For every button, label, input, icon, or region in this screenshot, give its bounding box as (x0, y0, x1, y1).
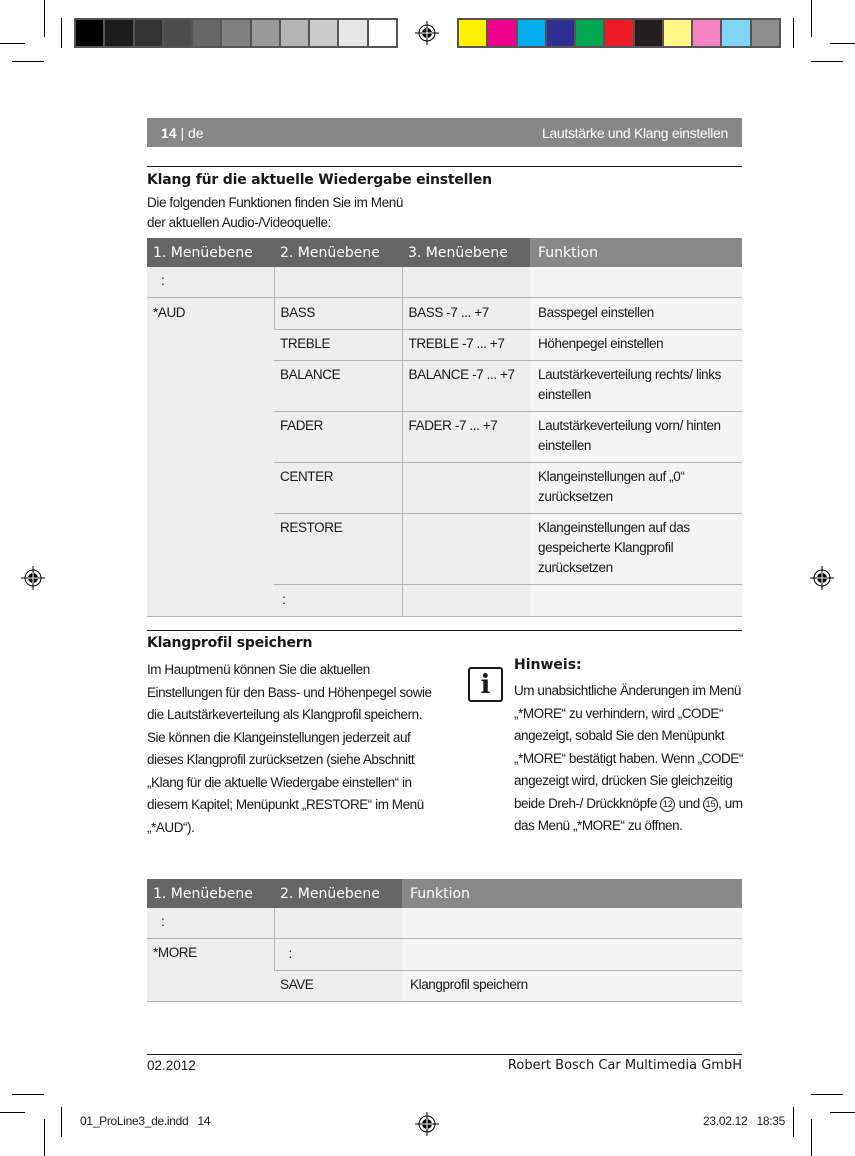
function-cell: Lautstärkeverteilung vorn/ hinten einstellen (530, 412, 742, 463)
section-body-text: Im Hauptmenü können Sie die aktuellen Einstellungen für den Bass- und Höhenpegel sowie die Lautstärkeverteilung als Klangprofil speichern. Sie können die Klangeinstellungen jederzeit auf dieses Klangprofil zurücksetzen (siehe Abschnitt „Klang für die aktuelle Wiedergabe einstellen“ in diesem Kapitel; Menüpunkt „RESTORE“ im Menü „*AUD“). (147, 662, 432, 835)
table-header-row (147, 238, 742, 267)
column-header: Funktion (402, 879, 742, 908)
color-swatch (252, 20, 279, 46)
column-header: Funktion (530, 238, 742, 267)
crop-mark (12, 61, 44, 62)
level1-cell: *MORE (147, 939, 274, 1002)
crop-mark (61, 1107, 62, 1137)
color-swatch (310, 20, 337, 46)
color-swatch (164, 20, 191, 46)
color-swatch (76, 20, 103, 46)
registration-mark-icon (21, 566, 45, 590)
level3-cell (402, 267, 530, 298)
hint-text-part: und (675, 795, 704, 811)
level3-cell (402, 585, 530, 617)
level2-cell: : (274, 939, 402, 971)
column-header: 3. Menüebene (402, 238, 530, 267)
crop-mark (811, 1119, 812, 1156)
level3-cell: FADER -7 ... +7 (402, 412, 530, 463)
color-swatch (722, 20, 749, 46)
section-rule (147, 166, 742, 167)
crop-mark (793, 1107, 794, 1137)
grayscale-swatch-bar (74, 18, 398, 48)
more-menu-table (147, 879, 742, 1002)
section-title: Klang für die aktuelle Wiedergabe einstellen (147, 172, 492, 188)
header-separator: | (176, 124, 188, 141)
level2-cell: : (274, 585, 402, 617)
crop-mark (811, 0, 812, 37)
level3-cell: TREBLE -7 ... +7 (402, 330, 530, 361)
level2-cell (274, 267, 402, 298)
crop-mark (0, 1112, 25, 1113)
function-cell: Klangprofil speichern (402, 971, 742, 1002)
intro-line: der aktuellen Audio-/Videoquelle: (147, 215, 331, 230)
color-swatch (693, 20, 720, 46)
hint-text-part: , um das Menü „*MORE“ zu öffnen. (514, 795, 743, 833)
hint-text-part: Um unabsichtliche Änderungen im Menü „*MORE“ zu verhindern, wird „CODE“ angezeigt, sobald Sie den Menüpunkt „*MORE“ bestätigt haben. Wenn „CODE“ angezeigt wird, drücken Sie gleichzeitig beide Dreh-/ Drückknöpfe (514, 683, 743, 811)
intro-line: Die folgenden Funktionen finden Sie im Menü (147, 195, 403, 210)
color-swatch (576, 20, 603, 46)
language-code: de (188, 124, 204, 141)
registration-mark-icon (415, 21, 439, 45)
color-swatch (547, 20, 574, 46)
color-swatch (339, 20, 366, 46)
level1-cell: *AUD (147, 298, 274, 617)
color-swatch-bar (457, 18, 781, 48)
column-header: 1. Menüebene (147, 238, 274, 267)
sound-menu-table (147, 238, 742, 617)
function-cell: Höhenpegel einstellen (530, 330, 742, 361)
color-swatch (752, 20, 779, 46)
page-number: 14 (161, 124, 177, 141)
level3-cell (402, 514, 530, 585)
crop-mark (793, 18, 794, 48)
footer-company: Robert Bosch Car Multimedia GmbH (507, 1058, 742, 1073)
table-row (147, 267, 742, 298)
level3-cell (402, 463, 530, 514)
level3-cell: BALANCE -7 ... +7 (402, 361, 530, 412)
color-swatch (105, 20, 132, 46)
color-swatch (281, 20, 308, 46)
function-cell: Basspegel einstellen (530, 298, 742, 330)
crop-mark (0, 43, 25, 44)
footer-date: 02.2012 (147, 1058, 196, 1073)
column-header: 1. Menüebene (147, 879, 274, 908)
table-row (147, 939, 742, 971)
level2-cell: SAVE (274, 971, 402, 1002)
function-cell (530, 585, 742, 617)
function-cell: Lautstärkeverteilung rechts/ links einstellen (530, 361, 742, 412)
level2-cell: BASS (274, 298, 402, 330)
level2-cell: BALANCE (274, 361, 402, 412)
color-swatch (222, 20, 249, 46)
crop-mark (44, 0, 45, 37)
table-row (147, 908, 742, 939)
section-intro (147, 193, 403, 233)
color-swatch (518, 20, 545, 46)
crop-mark (830, 1112, 855, 1113)
function-cell: Klangeinstellungen auf „0“ zurücksetzen (530, 463, 742, 514)
table-header-row (147, 879, 742, 908)
page-number-group (161, 125, 204, 141)
color-swatch (605, 20, 632, 46)
section-rule (147, 630, 742, 631)
crop-mark (811, 61, 843, 62)
slug-filename: 01_ProLine3_de.indd 14 (80, 1114, 211, 1128)
knob-reference-badge: 12 (660, 797, 675, 812)
knob-reference-badge: 15 (703, 797, 718, 812)
crop-mark (44, 1119, 45, 1156)
color-swatch (369, 20, 396, 46)
color-swatch (488, 20, 515, 46)
color-swatch (459, 20, 486, 46)
level2-cell: FADER (274, 412, 402, 463)
hint-title: Hinweis: (514, 657, 582, 673)
hint-text (514, 680, 746, 838)
level1-cell: : (147, 267, 274, 298)
column-header: 2. Menüebene (274, 879, 402, 908)
level3-cell: BASS -7 ... +7 (402, 298, 530, 330)
color-swatch (635, 20, 662, 46)
function-cell (402, 908, 742, 939)
info-icon: i (468, 667, 503, 702)
chapter-title: Lautstärke und Klang einstellen (541, 124, 728, 141)
color-swatch (664, 20, 691, 46)
color-swatch (193, 20, 220, 46)
level2-cell: RESTORE (274, 514, 402, 585)
registration-mark-icon (810, 566, 834, 590)
footer-rule (147, 1054, 742, 1055)
function-cell (402, 939, 742, 971)
registration-mark-icon (415, 1112, 439, 1136)
color-swatch (135, 20, 162, 46)
function-cell: Klangeinstellungen auf das gespeicherte Klangprofil zurücksetzen (530, 514, 742, 585)
crop-mark (61, 18, 62, 48)
table-row (147, 298, 742, 330)
section-title: Klangprofil speichern (147, 635, 313, 651)
function-cell (530, 267, 742, 298)
column-header: 2. Menüebene (274, 238, 402, 267)
level1-cell: : (147, 908, 274, 939)
level2-cell: TREBLE (274, 330, 402, 361)
page-header-bar (147, 118, 742, 147)
crop-mark (830, 43, 855, 44)
level2-cell: CENTER (274, 463, 402, 514)
level2-cell (274, 908, 402, 939)
crop-mark (12, 1094, 44, 1095)
slug-timestamp: 23.02.12 18:35 (703, 1114, 785, 1128)
crop-mark (811, 1094, 843, 1095)
